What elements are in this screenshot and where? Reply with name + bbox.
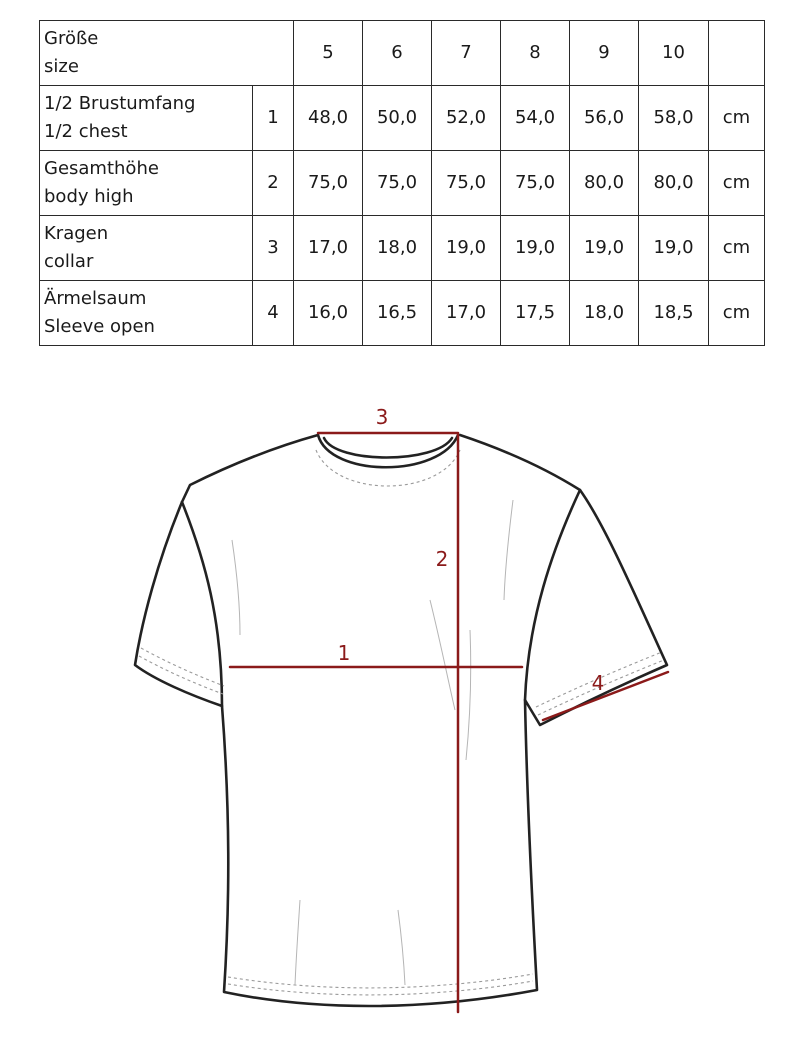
row-label-de: Gesamthöhe [44,158,159,179]
table-cell: 19,0 [570,216,639,281]
row-label-de: Kragen [44,223,109,244]
row-label-en: Sleeve open [44,316,155,337]
table-cell: 75,0 [294,151,363,216]
unit-cell: cm [709,281,765,346]
table-cell: 16,0 [294,281,363,346]
row-label-chest [40,86,253,151]
table-cell: 48,0 [294,86,363,151]
table-cell: 18,5 [639,281,709,346]
table-cell: 54,0 [501,86,570,151]
tshirt-outline [135,435,667,1006]
table-cell: 17,5 [501,281,570,346]
table-cell: 75,0 [363,151,432,216]
sleeve-marker: 4 [591,671,605,695]
unit-cell: cm [709,216,765,281]
table-row-collar [40,216,765,281]
table-cell: 58,0 [639,86,709,151]
row-label-en: body high [44,186,134,207]
stitch-details [139,450,664,995]
size-label-de: Größe [44,28,99,49]
table-cell: 50,0 [363,86,432,151]
size-label-en: size [44,56,79,77]
size-header-7: 7 [432,21,501,86]
row-label-de: Ärmelsaum [44,288,147,309]
size-header-5: 5 [294,21,363,86]
table-cell: 19,0 [432,216,501,281]
row-label-sleeve-open [40,281,253,346]
fabric-folds [232,500,513,985]
row-number: 4 [253,281,294,346]
unit-cell: cm [709,86,765,151]
row-label-body-high [40,151,253,216]
table-cell: 80,0 [570,151,639,216]
table-cell: 18,0 [570,281,639,346]
table-row-sleeve-open [40,281,765,346]
table-cell: 18,0 [363,216,432,281]
sleeve-measure-line [543,672,668,720]
table-cell: 56,0 [570,86,639,151]
table-cell: 52,0 [432,86,501,151]
table-cell: 19,0 [639,216,709,281]
size-header-10: 10 [639,21,709,86]
body-height-marker: 2 [435,547,449,571]
row-label-collar [40,216,253,281]
table-cell: 75,0 [501,151,570,216]
table-cell: 16,5 [363,281,432,346]
table-cell: 75,0 [432,151,501,216]
row-label-de: 1/2 Brustumfang [44,93,196,114]
size-header-6: 6 [363,21,432,86]
row-number: 3 [253,216,294,281]
size-header-cell [40,21,294,86]
row-label-en: collar [44,251,94,272]
table-row-chest [40,86,765,151]
chest-marker: 1 [337,641,351,665]
row-number: 2 [253,151,294,216]
header-empty-cell [709,21,765,86]
size-header-9: 9 [570,21,639,86]
table-cell: 80,0 [639,151,709,216]
unit-cell: cm [709,151,765,216]
row-label-en: 1/2 chest [44,121,128,142]
table-cell: 17,0 [294,216,363,281]
size-header-8: 8 [501,21,570,86]
row-number: 1 [253,86,294,151]
measurement-lines [230,433,668,1012]
header-row [40,21,765,86]
collar-marker: 3 [375,405,389,429]
table-cell: 17,0 [432,281,501,346]
tshirt-measurement-diagram [0,380,787,1040]
size-chart-table [39,20,765,346]
table-cell: 19,0 [501,216,570,281]
table-row-body-high [40,151,765,216]
